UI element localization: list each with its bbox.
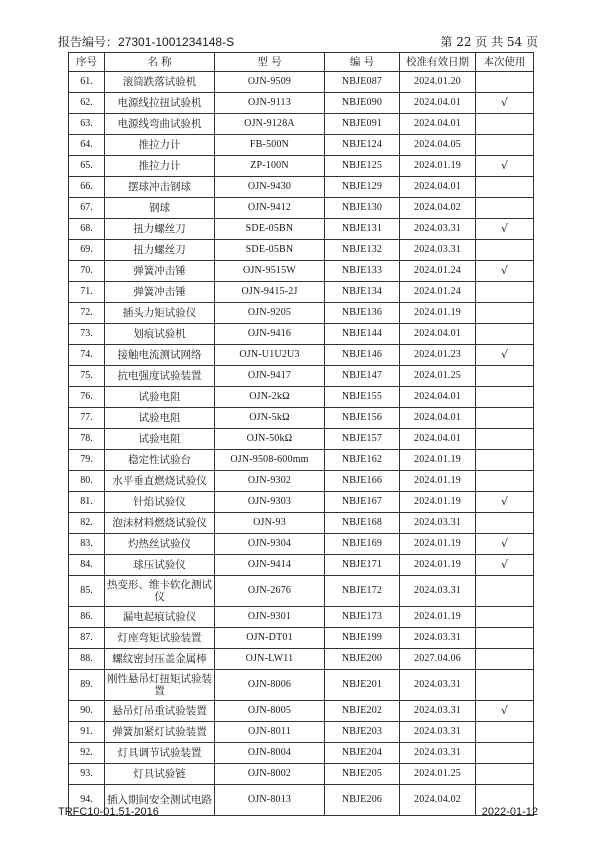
calibration-date: 2024.03.31 — [400, 219, 476, 240]
model-number: SDE-05BN — [215, 219, 325, 240]
model-number: OJN-DT01 — [215, 628, 325, 649]
calibration-date: 2024.04.02 — [400, 198, 476, 219]
used-mark: √ — [476, 93, 534, 114]
table-row — [69, 198, 534, 219]
equipment-name: 泡沫材料燃烧试验仪 — [105, 513, 215, 534]
model-number: OJN-9412 — [215, 198, 325, 219]
row-number: 90. — [69, 701, 105, 722]
row-number: 91. — [69, 722, 105, 743]
equipment-code: NBJE136 — [325, 303, 400, 324]
table-row — [69, 450, 534, 471]
calibration-date: 2024.04.02 — [400, 785, 476, 816]
model-number: OJN-9508-600mm — [215, 450, 325, 471]
column-header-date: 校准有效日期 — [400, 53, 476, 72]
column-header-used: 本次使用 — [476, 53, 534, 72]
equipment-code: NBJE205 — [325, 764, 400, 785]
table-row — [69, 743, 534, 764]
equipment-name: 插头力矩试验仪 — [105, 303, 215, 324]
equipment-code: NBJE133 — [325, 261, 400, 282]
model-number: OJN-2676 — [215, 576, 325, 607]
table-row — [69, 282, 534, 303]
calibration-date: 2024.04.01 — [400, 387, 476, 408]
row-number: 77. — [69, 408, 105, 429]
used-mark: √ — [476, 492, 534, 513]
table-row — [69, 429, 534, 450]
model-number: SDE-05BN — [215, 240, 325, 261]
table-row — [69, 408, 534, 429]
model-number: OJN-9303 — [215, 492, 325, 513]
table-row — [69, 324, 534, 345]
equipment-code: NBJE129 — [325, 177, 400, 198]
row-number: 94. — [69, 785, 105, 816]
calibration-date: 2024.01.19 — [400, 303, 476, 324]
used-mark: √ — [476, 261, 534, 282]
model-number: OJN-5kΩ — [215, 408, 325, 429]
calibration-date: 2024.04.01 — [400, 429, 476, 450]
table-row — [69, 764, 534, 785]
model-number: OJN-9205 — [215, 303, 325, 324]
table-row — [69, 303, 534, 324]
column-header-code: 编 号 — [325, 53, 400, 72]
calibration-date: 2027.04.06 — [400, 649, 476, 670]
used-mark — [476, 282, 534, 303]
equipment-code: NBJE132 — [325, 240, 400, 261]
table-row — [69, 135, 534, 156]
calibration-date: 2024.04.01 — [400, 177, 476, 198]
row-number: 87. — [69, 628, 105, 649]
used-mark — [476, 240, 534, 261]
equipment-name: 弹簧加紧灯试验装置 — [105, 722, 215, 743]
equipment-name: 抗电强度试验装置 — [105, 366, 215, 387]
calibration-date: 2024.01.24 — [400, 261, 476, 282]
equipment-code: NBJE202 — [325, 701, 400, 722]
calibration-date: 2024.01.19 — [400, 534, 476, 555]
used-mark — [476, 513, 534, 534]
equipment-name: 试验电阻 — [105, 408, 215, 429]
used-mark: √ — [476, 555, 534, 576]
equipment-name: 试验电阻 — [105, 387, 215, 408]
equipment-code: NBJE156 — [325, 408, 400, 429]
calibration-date: 2024.01.19 — [400, 156, 476, 177]
model-number: OJN-8004 — [215, 743, 325, 764]
row-number: 93. — [69, 764, 105, 785]
page-footer — [58, 806, 538, 820]
model-number: OJN-9416 — [215, 324, 325, 345]
calibration-date: 2024.01.24 — [400, 282, 476, 303]
table-row — [69, 628, 534, 649]
used-mark — [476, 429, 534, 450]
calibration-date: 2024.03.31 — [400, 670, 476, 701]
equipment-name: 热变形、维卡软化测试仪 — [105, 576, 215, 607]
equipment-name: 推拉力计 — [105, 156, 215, 177]
calibration-date: 2024.03.31 — [400, 240, 476, 261]
calibration-date: 2024.01.19 — [400, 607, 476, 628]
used-mark — [476, 135, 534, 156]
row-number: 66. — [69, 177, 105, 198]
table-row — [69, 701, 534, 722]
equipment-name: 滚筒跌落试验机 — [105, 72, 215, 93]
equipment-name: 灯具试验链 — [105, 764, 215, 785]
equipment-name: 摆球冲击钢球 — [105, 177, 215, 198]
model-number: OJN-9301 — [215, 607, 325, 628]
equipment-name: 扭力螺丝刀 — [105, 219, 215, 240]
calibration-date: 2024.03.31 — [400, 743, 476, 764]
table-body — [69, 72, 534, 816]
table-row — [69, 114, 534, 135]
model-number: OJN-93 — [215, 513, 325, 534]
equipment-name: 扭力螺丝刀 — [105, 240, 215, 261]
model-number: OJN-9302 — [215, 471, 325, 492]
used-mark — [476, 670, 534, 701]
used-mark — [476, 649, 534, 670]
table-row — [69, 219, 534, 240]
model-number: OJN-9417 — [215, 366, 325, 387]
model-number: OJN-2kΩ — [215, 387, 325, 408]
equipment-name: 悬吊灯吊重试验装置 — [105, 701, 215, 722]
table-row — [69, 156, 534, 177]
equipment-code: NBJE167 — [325, 492, 400, 513]
row-number: 73. — [69, 324, 105, 345]
used-mark — [476, 303, 534, 324]
equipment-name: 弹簧冲击锤 — [105, 261, 215, 282]
calibration-date: 2024.01.19 — [400, 492, 476, 513]
calibration-date: 2024.01.20 — [400, 72, 476, 93]
row-number: 81. — [69, 492, 105, 513]
row-number: 74. — [69, 345, 105, 366]
model-number: FB-500N — [215, 135, 325, 156]
row-number: 70. — [69, 261, 105, 282]
row-number: 83. — [69, 534, 105, 555]
equipment-code: NBJE199 — [325, 628, 400, 649]
model-number: OJN-9515W — [215, 261, 325, 282]
used-mark: √ — [476, 156, 534, 177]
model-number: OJN-9128A — [215, 114, 325, 135]
table-row — [69, 576, 534, 607]
table-row — [69, 492, 534, 513]
calibration-date: 2024.01.25 — [400, 764, 476, 785]
row-number: 71. — [69, 282, 105, 303]
model-number: ZP-100N — [215, 156, 325, 177]
model-number: OJN-50kΩ — [215, 429, 325, 450]
used-mark: √ — [476, 701, 534, 722]
calibration-date: 2024.01.23 — [400, 345, 476, 366]
calibration-date: 2024.03.31 — [400, 701, 476, 722]
row-number: 79. — [69, 450, 105, 471]
equipment-name: 灼热丝试验仪 — [105, 534, 215, 555]
table-row — [69, 555, 534, 576]
model-number: OJN-9415-2J — [215, 282, 325, 303]
equipment-name: 弹簧冲击锤 — [105, 282, 215, 303]
row-number: 68. — [69, 219, 105, 240]
equipment-code: NBJE090 — [325, 93, 400, 114]
equipment-code: NBJE204 — [325, 743, 400, 764]
model-number: OJN-9304 — [215, 534, 325, 555]
calibration-date: 2024.03.31 — [400, 576, 476, 607]
equipment-code: NBJE146 — [325, 345, 400, 366]
used-mark: √ — [476, 219, 534, 240]
row-number: 61. — [69, 72, 105, 93]
equipment-name: 钢球 — [105, 198, 215, 219]
column-header-no: 序号 — [69, 53, 105, 72]
equipment-name: 球压试验仪 — [105, 555, 215, 576]
model-number: OJN-9430 — [215, 177, 325, 198]
page-info: 第 22 页 共 54 页 — [440, 35, 538, 49]
row-number: 72. — [69, 303, 105, 324]
calibration-date: 2024.03.31 — [400, 722, 476, 743]
equipment-code: NBJE087 — [325, 72, 400, 93]
calibration-date: 2024.01.19 — [400, 555, 476, 576]
equipment-name: 推拉力计 — [105, 135, 215, 156]
equipment-table — [68, 52, 534, 816]
calibration-date: 2024.01.19 — [400, 471, 476, 492]
calibration-date: 2024.03.31 — [400, 628, 476, 649]
equipment-code: NBJE147 — [325, 366, 400, 387]
used-mark — [476, 764, 534, 785]
equipment-code: NBJE171 — [325, 555, 400, 576]
table-row — [69, 649, 534, 670]
table-row — [69, 534, 534, 555]
calibration-date: 2024.04.01 — [400, 408, 476, 429]
equipment-code: NBJE166 — [325, 471, 400, 492]
model-number: OJN-9113 — [215, 93, 325, 114]
equipment-code: NBJE124 — [325, 135, 400, 156]
used-mark — [476, 743, 534, 764]
model-number: OJN-U1U2U3 — [215, 345, 325, 366]
calibration-date: 2024.03.31 — [400, 513, 476, 534]
used-mark — [476, 607, 534, 628]
table-header-row — [69, 53, 534, 72]
equipment-code: NBJE131 — [325, 219, 400, 240]
model-number: OJN-9414 — [215, 555, 325, 576]
used-mark — [476, 408, 534, 429]
used-mark — [476, 628, 534, 649]
row-number: 69. — [69, 240, 105, 261]
calibration-date: 2024.01.25 — [400, 366, 476, 387]
column-header-model: 型 号 — [215, 53, 325, 72]
equipment-name: 水平垂直燃烧试验仪 — [105, 471, 215, 492]
model-number: OJN-8011 — [215, 722, 325, 743]
model-number: OJN-8002 — [215, 764, 325, 785]
equipment-code: NBJE130 — [325, 198, 400, 219]
used-mark — [476, 114, 534, 135]
calibration-date: 2024.04.01 — [400, 93, 476, 114]
calibration-date: 2024.04.05 — [400, 135, 476, 156]
table-row — [69, 670, 534, 701]
model-number: OJN-9509 — [215, 72, 325, 93]
row-number: 64. — [69, 135, 105, 156]
equipment-name: 插入期间安全测试电路 — [105, 785, 215, 816]
equipment-code: NBJE157 — [325, 429, 400, 450]
used-mark: √ — [476, 534, 534, 555]
table-row — [69, 513, 534, 534]
equipment-code: NBJE173 — [325, 607, 400, 628]
calibration-date: 2024.01.19 — [400, 450, 476, 471]
table-row — [69, 177, 534, 198]
used-mark — [476, 387, 534, 408]
equipment-name: 稳定性试验台 — [105, 450, 215, 471]
row-number: 62. — [69, 93, 105, 114]
row-number: 82. — [69, 513, 105, 534]
table-row — [69, 345, 534, 366]
used-mark — [476, 177, 534, 198]
calibration-date: 2024.04.01 — [400, 114, 476, 135]
used-mark — [476, 722, 534, 743]
table-row — [69, 607, 534, 628]
used-mark — [476, 576, 534, 607]
equipment-name: 电源线弯曲试验机 — [105, 114, 215, 135]
page-header — [58, 34, 538, 50]
equipment-code: NBJE206 — [325, 785, 400, 816]
equipment-name: 接触电流测试网络 — [105, 345, 215, 366]
equipment-name: 灯座弯矩试验装置 — [105, 628, 215, 649]
used-mark — [476, 198, 534, 219]
row-number: 75. — [69, 366, 105, 387]
model-number: OJN-8013 — [215, 785, 325, 816]
row-number: 92. — [69, 743, 105, 764]
equipment-code: NBJE134 — [325, 282, 400, 303]
equipment-code: NBJE169 — [325, 534, 400, 555]
equipment-name: 划痕试验机 — [105, 324, 215, 345]
equipment-code: NBJE144 — [325, 324, 400, 345]
row-number: 89. — [69, 670, 105, 701]
footer-date: 2022-01-12 — [481, 806, 538, 818]
equipment-code: NBJE201 — [325, 670, 400, 701]
row-number: 84. — [69, 555, 105, 576]
equipment-name: 漏电起痕试验仪 — [105, 607, 215, 628]
calibration-date: 2024.04.01 — [400, 324, 476, 345]
used-mark — [476, 471, 534, 492]
equipment-code: NBJE155 — [325, 387, 400, 408]
equipment-code: NBJE200 — [325, 649, 400, 670]
equipment-name: 电源线拉扭试验机 — [105, 93, 215, 114]
equipment-code: NBJE168 — [325, 513, 400, 534]
table-row — [69, 240, 534, 261]
model-number: OJN-8005 — [215, 701, 325, 722]
table-row — [69, 261, 534, 282]
equipment-name: 螺纹密封压盖金属棒 — [105, 649, 215, 670]
equipment-name: 刚性悬吊灯扭矩试验装置 — [105, 670, 215, 701]
equipment-code: NBJE172 — [325, 576, 400, 607]
used-mark — [476, 324, 534, 345]
equipment-code: NBJE203 — [325, 722, 400, 743]
used-mark: √ — [476, 345, 534, 366]
row-number: 78. — [69, 429, 105, 450]
document-code: TRFC10-01.51-2016 — [58, 806, 159, 818]
table-row — [69, 93, 534, 114]
row-number: 67. — [69, 198, 105, 219]
row-number: 63. — [69, 114, 105, 135]
column-header-name: 名 称 — [105, 53, 215, 72]
table-row — [69, 471, 534, 492]
report-number: 报告编号：27301-1001234148-S — [58, 35, 235, 49]
table-row — [69, 366, 534, 387]
table-row — [69, 387, 534, 408]
equipment-name: 试验电阻 — [105, 429, 215, 450]
row-number: 85. — [69, 576, 105, 607]
model-number: OJN-8006 — [215, 670, 325, 701]
row-number: 65. — [69, 156, 105, 177]
table-row — [69, 72, 534, 93]
equipment-name: 针焰试验仪 — [105, 492, 215, 513]
table-row — [69, 722, 534, 743]
equipment-code: NBJE125 — [325, 156, 400, 177]
row-number: 86. — [69, 607, 105, 628]
model-number: OJN-LW11 — [215, 649, 325, 670]
row-number: 88. — [69, 649, 105, 670]
equipment-name: 灯具调节试验装置 — [105, 743, 215, 764]
equipment-code: NBJE162 — [325, 450, 400, 471]
used-mark — [476, 450, 534, 471]
row-number: 80. — [69, 471, 105, 492]
equipment-code: NBJE091 — [325, 114, 400, 135]
used-mark — [476, 366, 534, 387]
used-mark — [476, 72, 534, 93]
row-number: 76. — [69, 387, 105, 408]
